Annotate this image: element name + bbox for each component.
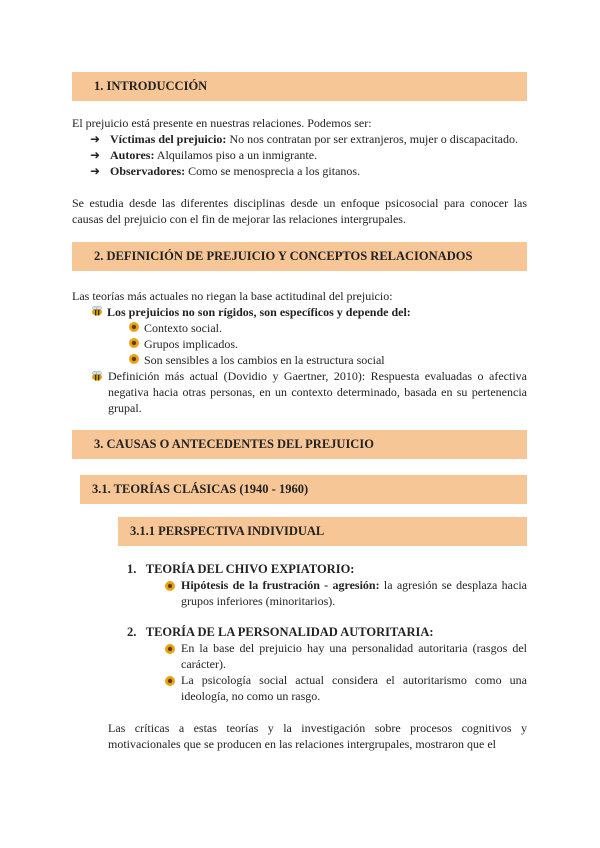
role-item: ➜ Víctimas del prejuicio: No nos contratan por ser extranjeros, mujer o discapacitado. (90, 132, 519, 146)
section-3-1-header (80, 475, 527, 504)
point-item (90, 304, 411, 320)
point-1: Los prejuicios no son rígidos, son específicos y depende del: (107, 305, 411, 319)
definition-paragraph: Definición más actual (Dovidio y Gaertner, 2010): Respuesta evaluadas o afectiva negativa hacia otras personas, en un contexto determinado, basada en su pertenencia grupal. (108, 369, 527, 415)
section-2-title: 2. DEFINICIÓN DE PREJUICIO Y CONCEPTOS RELACIONADOS (94, 249, 473, 263)
section-1-header (72, 72, 527, 101)
theory-1-heading: 1. TEORÍA DEL CHIVO EXPIATORIO: (127, 562, 355, 576)
sub-point-item: Contexto social. (127, 320, 222, 336)
sub-point-item: Grupos implicados. (127, 336, 238, 352)
theory-2-heading: 2. TEORÍA DE LA PERSONALIDAD AUTORITARIA: (127, 625, 434, 639)
section-3-header (72, 430, 527, 459)
sunflower-icon (163, 675, 177, 687)
bee-icon (90, 370, 104, 382)
sunflower-icon (127, 321, 141, 333)
arrow-right-icon: ➜ (90, 148, 101, 162)
theory-1-point: Hipótesis de la frustración - agresión: la agresión se desplaza hacia grupos inferiores (minoritarios). (181, 578, 527, 608)
section-3-title: 3. CAUSAS O ANTECEDENTES DEL PREJUICIO (94, 437, 374, 451)
theory-2-point: En la base del prejuicio hay una personalidad autoritaria (rasgos del carácter). (181, 641, 527, 671)
sub-point-item: Son sensibles a los cambios en la estructura social (127, 352, 385, 368)
critics-paragraph: Las críticas a estas teorías y la investigación sobre procesos cognitivos y motivacionales que se producen en las relaciones intergrupales, mostraron que el (108, 721, 527, 751)
section-3-1-title: 3.1. TEORÍAS CLÁSICAS (1940 - 1960) (92, 482, 309, 496)
theory-2-point: La psicología social actual considera el autoritarismo como una ideología, no como un rasgo. (181, 673, 527, 703)
sunflower-icon (127, 353, 141, 365)
bee-icon (90, 305, 104, 317)
role-item: ➜ Autores: Alquilamos piso a un inmigrante. (90, 148, 318, 162)
study-paragraph: Se estudia desde las diferentes disciplinas desde un enfoque psicosocial para conocer las causas del prejuicio con el fin de mejorar las relaciones intergrupales. (72, 196, 527, 226)
theories-text: Las teorías más actuales no riegan la base actitudinal del prejuicio: (72, 289, 393, 303)
role-item: ➜ Observadores: Como se menosprecia a los gitanos. (90, 164, 361, 178)
arrow-right-icon: ➜ (90, 164, 101, 178)
section-3-1-1-header (118, 517, 527, 546)
sunflower-icon (127, 337, 141, 349)
sunflower-icon (163, 643, 177, 655)
section-2-header (72, 242, 527, 271)
sunflower-icon (163, 580, 177, 592)
section-3-1-1-title: 3.1.1 PERSPECTIVA INDIVIDUAL (130, 524, 325, 538)
section-1-title: 1. INTRODUCCIÓN (94, 79, 208, 93)
intro-text: El prejuicio está presente en nuestras relaciones. Podemos ser: (72, 116, 372, 130)
arrow-right-icon: ➜ (90, 132, 101, 146)
